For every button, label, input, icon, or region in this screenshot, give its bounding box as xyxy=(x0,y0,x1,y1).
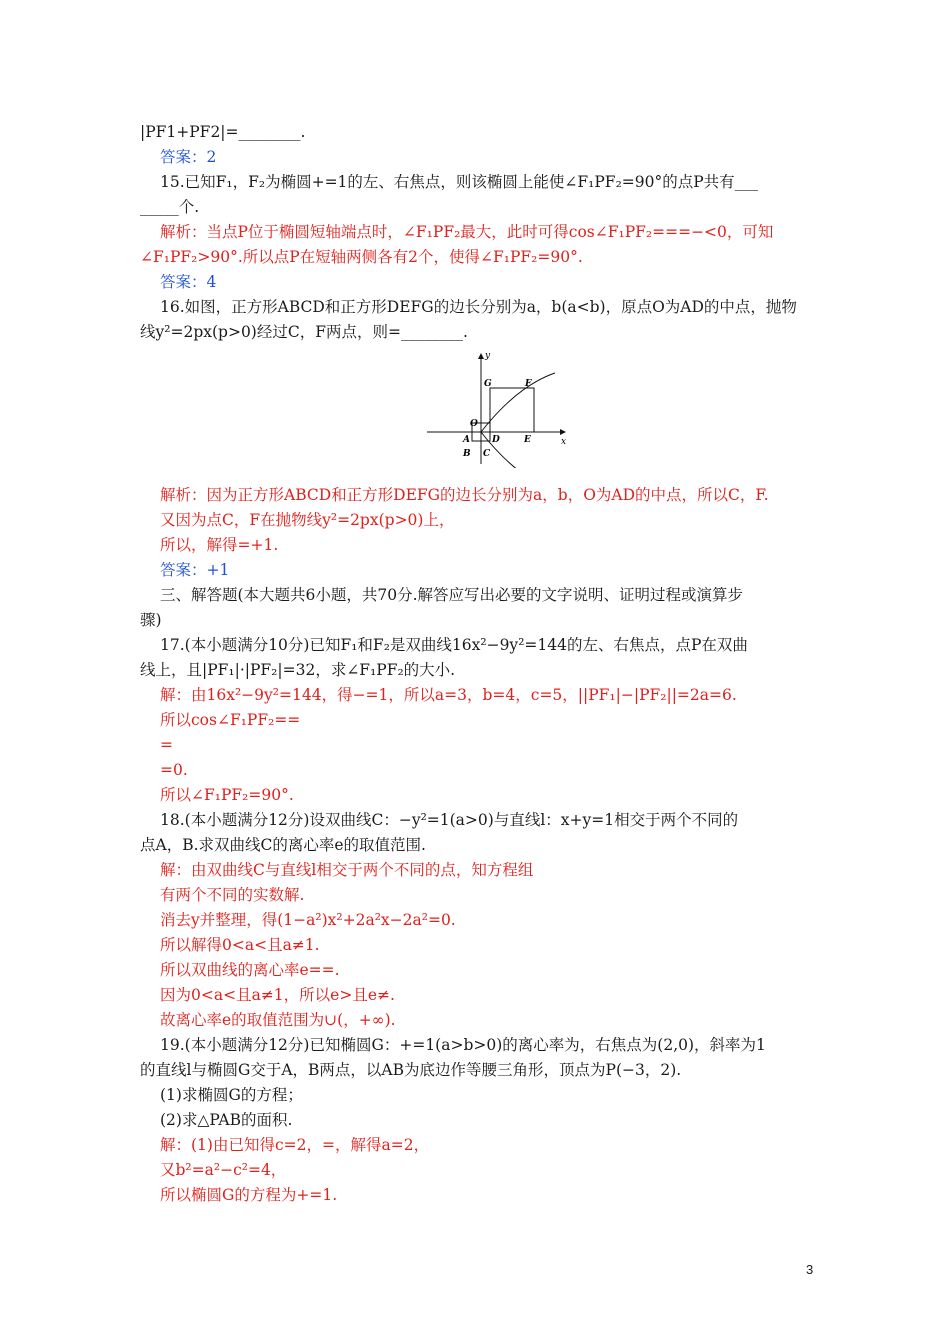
line-09: 线y²=2px(p>0)经过C，F两点，则=________. xyxy=(140,323,468,341)
line-37: 又b²=a²−c²=4， xyxy=(160,1161,287,1179)
line-27: 消去y并整理，得(1−a²)x²+2a²x−2a²=0. xyxy=(160,911,456,929)
line-26: 有两个不同的实数解. xyxy=(160,886,305,904)
line-36: 解：(1)由已知得c=2，=，解得a=2， xyxy=(160,1136,430,1154)
line-10: 解析：因为正方形ABCD和正方形DEFG的边长分别为a，b，O为AD的中点，所以C，F. xyxy=(160,486,769,504)
line-29: 所以双曲线的离心率e==. xyxy=(160,961,340,979)
line-19: 所以cos∠F₁PF₂== xyxy=(160,711,301,729)
line-24: 点A，B.求双曲线C的离心率e的取值范围. xyxy=(140,836,426,854)
label-d: D xyxy=(492,435,500,445)
page-number: 3 xyxy=(806,1262,814,1277)
line-32: 19.(本小题满分12分)已知椭圆G：+=1(a>b>0)的离心率为，右焦点为(2,0)，斜率为1 xyxy=(160,1036,766,1054)
square-defg xyxy=(490,388,534,432)
line-06: ∠F₁PF₂>90°.所以点P在短轴两侧各有2个，使得∠F₁PF₂=90°. xyxy=(140,248,583,266)
line-25: 解：由双曲线C与直线l相交于两个不同的点，知方程组 xyxy=(160,861,534,879)
line-04: _____个. xyxy=(140,198,200,216)
line-15: 骤) xyxy=(140,611,162,629)
line-30: 因为0<a<且a≠1，所以e>且e≠. xyxy=(160,986,395,1004)
label-b: B xyxy=(463,449,471,459)
line-11: 又因为点C，F在抛物线y²=2px(p>0)上， xyxy=(160,511,455,529)
label-f: F xyxy=(525,379,532,389)
label-g: G xyxy=(484,379,492,389)
line-01: |PF1+PF2|=________. xyxy=(140,123,306,141)
y-axis-label: y xyxy=(485,351,491,361)
parabola-curve xyxy=(481,373,555,468)
label-e: E xyxy=(524,435,531,445)
line-33: 的直线l与椭圆G交于A，B两点，以AB为底边作等腰三角形，顶点为P(−3，2). xyxy=(140,1061,682,1079)
label-a: A xyxy=(463,435,470,445)
line-34: (1)求椭圆G的方程； xyxy=(160,1086,303,1104)
line-08: 16.如图，正方形ABCD和正方形DEFG的边长分别为a，b(a<b)，原点O为AD的中点，抛物 xyxy=(160,298,797,316)
line-14: 三、解答题(本大题共6小题，共70分.解答应写出必要的文字说明、证明过程或演算步 xyxy=(160,586,744,604)
line-22: 所以∠F₁PF₂=90°. xyxy=(160,786,294,804)
line-20: = xyxy=(160,736,173,754)
line-23: 18.(本小题满分12分)设双曲线C：−y²=1(a>0)与直线l：x+y=1相交于两个不同的 xyxy=(160,811,739,829)
label-c: C xyxy=(483,449,491,459)
line-21: =0. xyxy=(160,761,188,779)
line-05: 解析：当点P位于椭圆短轴端点时，∠F₁PF₂最大，此时可得cos∠F₁PF₂===−<0，可知 xyxy=(160,223,774,241)
line-18: 解：由16x²−9y²=144，得−=1，所以a=3，b=4，c=5，||PF₁|−|PF₂||=2a=6. xyxy=(160,686,737,704)
line-07: 答案：4 xyxy=(160,273,217,291)
label-o: O xyxy=(470,419,478,429)
parabola-squares-figure xyxy=(425,350,575,468)
line-31: 故离心率e的取值范围为∪(，+∞). xyxy=(160,1011,396,1029)
line-16: 17.(本小题满分10分)已知F₁和F₂是双曲线16x²−9y²=144的左、右焦点，点P在双曲 xyxy=(160,636,748,654)
line-02: 答案：2 xyxy=(160,148,217,166)
line-17: 线上，且|PF₁|·|PF₂|=32，求∠F₁PF₂的大小. xyxy=(140,661,456,679)
x-axis-label: x xyxy=(561,437,567,447)
line-03: 15.已知F₁，F₂为椭圆+=1的左、右焦点，则该椭圆上能使∠F₁PF₂=90°的点P共有___ xyxy=(160,173,758,191)
line-35: (2)求△PAB的面积. xyxy=(160,1111,293,1129)
line-28: 所以解得0<a<且a≠1. xyxy=(160,936,320,954)
line-12: 所以，解得=+1. xyxy=(160,536,279,554)
line-13: 答案：+1 xyxy=(160,561,230,579)
line-38: 所以椭圆G的方程为+=1. xyxy=(160,1186,338,1204)
